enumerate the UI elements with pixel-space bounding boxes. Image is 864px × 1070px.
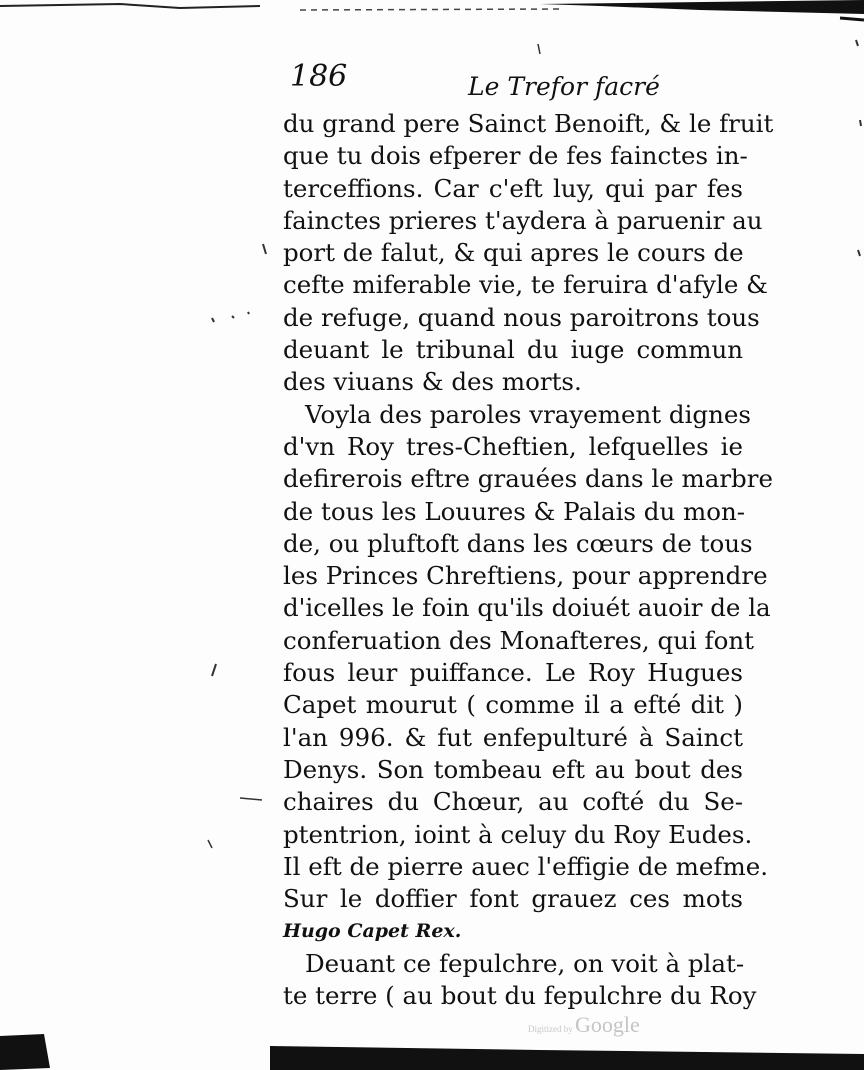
text-line: terceffions. Car c'eft luy, qui par fes (283, 173, 743, 203)
paragraph-start-line: Deuant ce fepulchre, on voit à plat- (305, 948, 745, 978)
text-line: de refuge, quand nous paroitrons tous (283, 302, 760, 332)
text-line: Sur le doffier font grauez ces mots (283, 884, 743, 914)
running-head: Le Trefor facré (468, 72, 660, 101)
text-line: l'an 996. & fut enfepulturé à Sainct (283, 722, 743, 752)
watermark-brand-logo: Google (575, 1012, 640, 1037)
text-line: Il eft de pierre auec l'effigie de mefme. (283, 851, 768, 881)
text-line: du grand pere Sainct Benoift, & le fruit (283, 109, 774, 138)
text-line: Denys. Son tombeau eft au bout des (283, 754, 743, 784)
text-line: fainctes prieres t'aydera à paruenir au (283, 205, 763, 235)
text-line: Capet mourut ( comme il a efté dit ) (283, 690, 743, 720)
text-line: conferuation des Monafteres, qui font (283, 625, 754, 655)
text-line: cefte miferable vie, te feruira d'afyle & (283, 270, 768, 300)
text-line: chaires du Chœur, au cofté du Se- (283, 787, 743, 817)
text-line: de, ou pluftoft dans les cœurs de tous (283, 528, 753, 558)
text-line: d'icelles le foin qu'ils doiuét auoir de la (283, 593, 771, 623)
text-line: deuant le tribunal du iuge commun (283, 335, 743, 365)
text-line: d'vn Roy tres-Cheftien, lefquelles ie (283, 431, 743, 461)
watermark-prefix: Digitized by (528, 1024, 573, 1034)
text-line: ptentrion, ioint à celuy du Roy Eudes. (283, 819, 753, 849)
text-line: des viuans & des morts. (283, 367, 582, 397)
page-number: 186 (290, 59, 348, 94)
text-line: les Princes Chreftiens, pour apprendre (283, 561, 768, 591)
text-line: te terre ( au bout du fepulchre du Roy (283, 981, 757, 1011)
paragraph-start-line: Voyla des paroles vrayement dignes (305, 399, 751, 429)
text-line: fous leur puiffance. Le Roy Hugues (283, 658, 743, 688)
scan-bottom-edge-artifact (0, 1032, 864, 1070)
text-line: port de falut, & qui apres le cours de (283, 238, 744, 268)
text-line: de tous les Louures & Palais du mon- (283, 496, 746, 526)
text-line: que tu dois efperer de fes fainctes in- (283, 141, 748, 171)
inscription-line: Hugo Capet Rex. (283, 920, 462, 943)
text-line: defirerois eftre grauées dans le marbre (283, 464, 773, 494)
